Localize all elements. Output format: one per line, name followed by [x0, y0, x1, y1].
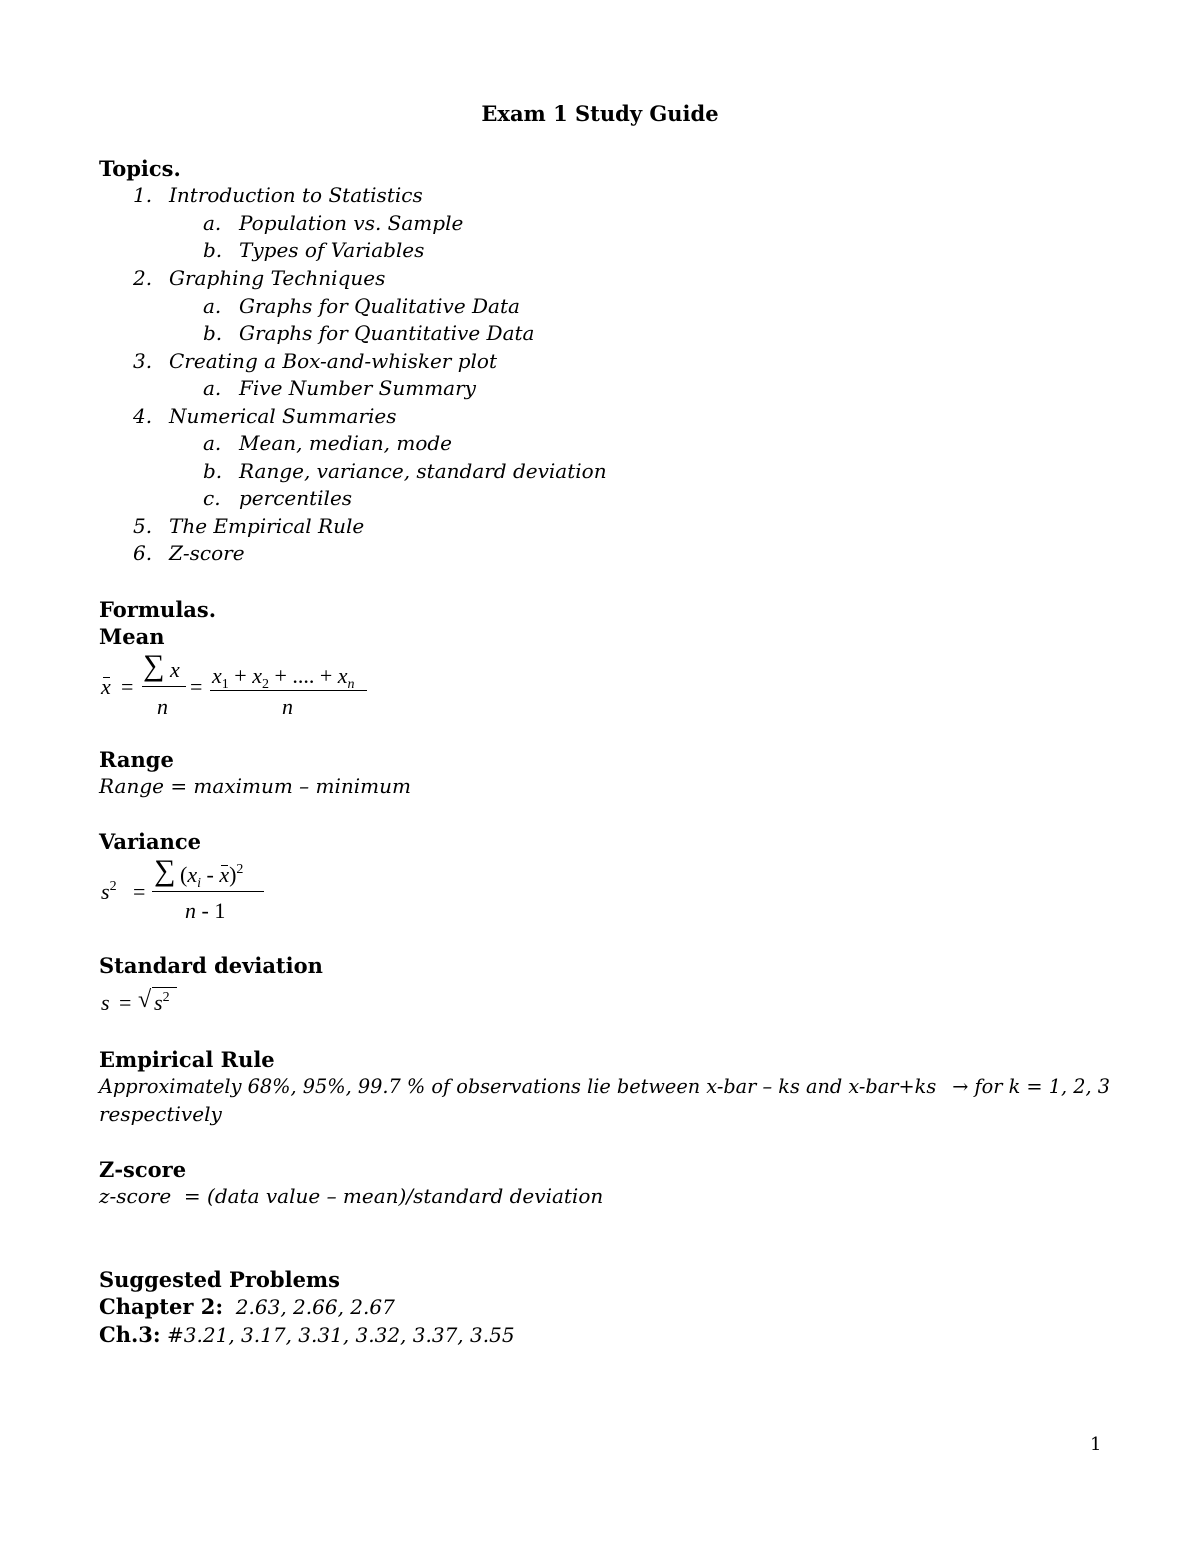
topic-number: 5. — [133, 514, 153, 538]
subitem-label: percentiles — [239, 486, 353, 510]
topic-number: 6. — [133, 541, 153, 565]
subitem-letter: b. — [203, 238, 223, 262]
std-lhs: s — [101, 990, 110, 1015]
topic-item-5 — [133, 514, 364, 538]
mean-heading: Mean — [99, 624, 165, 649]
empirical-heading: Empirical Rule — [99, 1047, 275, 1072]
subitem-label: Range, variance, standard deviation — [239, 459, 607, 483]
problems-row-values: #3.21, 3.17, 3.31, 3.32, 3.37, 3.55 — [167, 1323, 515, 1347]
std-heading: Standard deviation — [99, 953, 323, 978]
mean-den: n — [157, 694, 168, 719]
subitem-letter: a. — [203, 211, 222, 235]
mean-den-2: n — [282, 694, 293, 719]
mean-lhs: x — [101, 674, 111, 699]
variance-equals: = — [133, 879, 146, 904]
topic-subitem — [203, 486, 352, 510]
variance-numerator: $(x_i - x)^2$ — [180, 862, 244, 891]
fraction-bar — [142, 686, 186, 687]
arrow-icon: → — [952, 1075, 969, 1098]
topic-label: Introduction to Statistics — [169, 183, 423, 207]
sigma-symbol: ∑ — [143, 649, 165, 682]
range-formula: Range = maximum – minimum — [99, 774, 411, 798]
empirical-text-line1: Approximately 68%, 95%, 99.7 % of observations lie between x-bar – ks and x-bar+ks → for k = 1, 2, 3 — [99, 1075, 1111, 1098]
topic-label: Numerical Summaries — [169, 404, 397, 428]
zscore-heading: Z-score — [99, 1157, 187, 1182]
mean-equals-2: = — [190, 674, 203, 699]
topic-item-2 — [133, 266, 385, 290]
subitem-letter: a. — [203, 376, 222, 400]
subitem-letter: b. — [203, 321, 223, 345]
mean-equals: = — [121, 674, 134, 699]
variance-denominator: n - 1 — [185, 898, 226, 923]
topic-number: 3. — [133, 349, 153, 373]
subitem-letter: a. — [203, 431, 222, 455]
problems-row-label: Ch.3: — [99, 1322, 161, 1347]
subitem-letter: b. — [203, 459, 223, 483]
topic-item-1 — [133, 183, 423, 207]
zscore-formula: z-score = (data value – mean)/standard deviation — [99, 1184, 604, 1208]
subitem-label: Five Number Summary — [239, 376, 476, 400]
fraction-bar — [210, 690, 367, 691]
topic-label: The Empirical Rule — [169, 514, 365, 538]
problems-row-values: 2.63, 2.66, 2.67 — [235, 1295, 395, 1319]
topic-number: 2. — [133, 266, 153, 290]
fraction-bar — [152, 891, 264, 892]
mean-num-expanded: $x_1 + x_2$ + .... + $x_n$ — [212, 663, 355, 692]
problems-row — [99, 1322, 515, 1347]
empirical-text-line2: respectively — [99, 1102, 222, 1126]
range-heading: Range — [99, 747, 174, 772]
variance-lhs: $s^2$ — [101, 879, 117, 904]
page-number: 1 — [1090, 1434, 1102, 1455]
topic-subitem — [203, 376, 476, 400]
subitem-label: Population vs. Sample — [239, 211, 464, 235]
formulas-heading: Formulas. — [99, 597, 217, 622]
topic-subitem — [203, 211, 463, 235]
topic-subitem — [203, 238, 424, 262]
page-title: Exam 1 Study Guide — [481, 101, 719, 126]
topic-subitem — [203, 294, 520, 318]
subitem-label: Types of Variables — [239, 238, 425, 262]
topic-number: 4. — [133, 404, 153, 428]
topic-label: Z-score — [169, 541, 245, 565]
problems-heading: Suggested Problems — [99, 1267, 340, 1292]
topic-subitem — [203, 431, 452, 455]
std-equals: = — [119, 990, 132, 1015]
topic-label: Creating a Box-and-whisker plot — [169, 349, 497, 373]
sigma-symbol: ∑ — [154, 854, 176, 887]
topic-item-6 — [133, 541, 245, 565]
subitem-label: Graphs for Qualitative Data — [239, 294, 520, 318]
subitem-letter: a. — [203, 294, 222, 318]
topic-number: 1. — [133, 183, 153, 207]
topic-subitem — [203, 459, 607, 483]
topic-item-3 — [133, 349, 497, 373]
subitem-letter: c. — [203, 486, 221, 510]
mean-num-var: x — [170, 657, 180, 682]
radical-icon: √ — [138, 987, 152, 1013]
subitem-label: Graphs for Quantitative Data — [239, 321, 535, 345]
problems-row-label: Chapter 2: — [99, 1294, 224, 1319]
variance-heading: Variance — [99, 829, 202, 854]
topic-item-4 — [133, 404, 397, 428]
topics-heading: Topics. — [99, 156, 181, 181]
subitem-label: Mean, median, mode — [239, 431, 452, 455]
std-radicand: $s^2$ — [154, 990, 170, 1015]
topic-label: Graphing Techniques — [169, 266, 386, 290]
topic-subitem — [203, 321, 534, 345]
radical-overline — [152, 987, 177, 988]
problems-row — [99, 1294, 395, 1319]
